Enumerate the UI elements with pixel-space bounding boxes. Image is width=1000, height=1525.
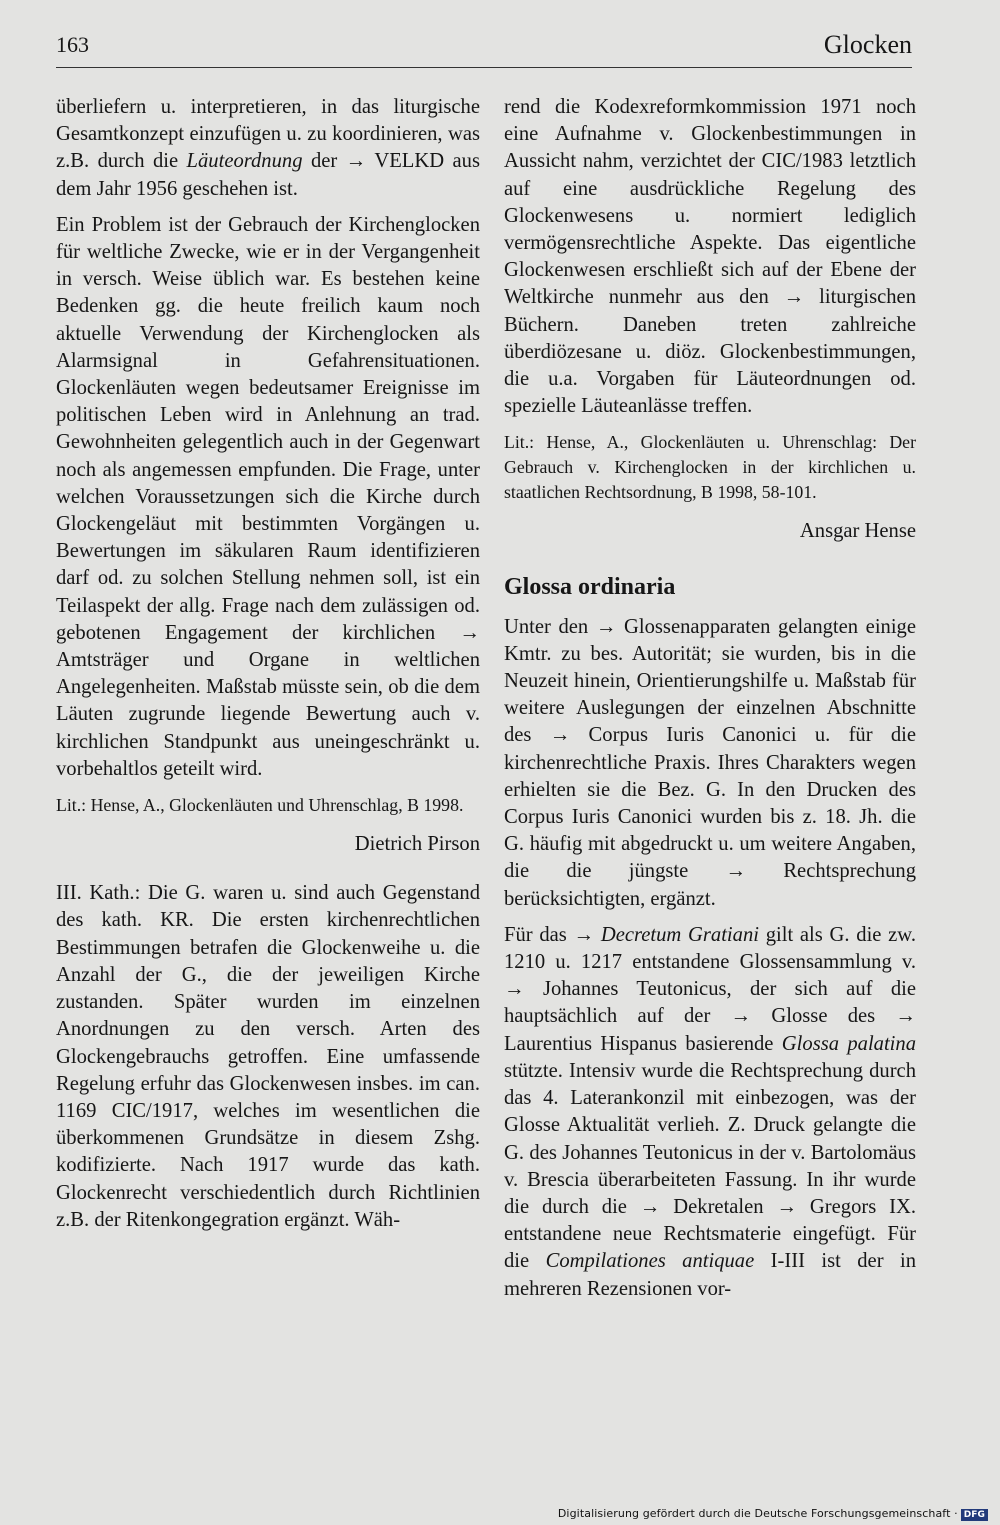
paragraph: überliefern u. interpretieren, in das liturgische Gesamtkonzept einzufügen u. zu koordinieren, was z.B. durch die Läuteordnung der → VELKD aus dem Jahr 1956 geschehen ist. — [56, 96, 480, 200]
paragraph: rend die Kodexreformkommission 1971 noch eine Aufnahme v. Glockenbestimmungen in Aussicht nahm, verzichtet der CIC/1983 letztlich auf eine ausdrückliche Regelung des Glockenwesens u. normiert lediglich vermögensrechtliche Aspekte. Das eigentliche Glockenwesen erschließt sich auf der Ebene der Weltkirche nunmehr aus den → liturgischen Büchern. Daneben treten zahlreiche überdiözesane u. diöz. Glockenbestimmungen, die u.a. Vorgaben für Läuteordnungen od. spezielle Läuteanlässe treffen. — [504, 96, 916, 418]
footer-text: Digitalisierung gefördert durch die Deutsche Forschungsgemeinschaft · — [557, 1507, 958, 1520]
header-rule — [56, 67, 912, 68]
paragraph: III. Kath.: Die G. waren u. sind auch Gegenstand des kath. KR. Die ersten kirchenrechtlichen Bestimmungen betrafen die Glockenweihe u. die Anzahl der G., die der jeweiligen Kirche zustanden. Später wurden im einzelnen Anordnungen zu den versch. Arten des Glockengebrauchs getroffen. Eine umfassende Regelung erfuhr das Glockenwesen insbes. im can. 1169 CIC/1917, welches im wesentlichen die überkommenen Grundsätze in diesem Zshg. kodifizierte. Nach 1917 wurde das kath. Glockenrecht verschiedentlich durch Richtlinien z.B. der Ritenkongegration ergänzt. Wäh- — [56, 882, 480, 1231]
running-head — [56, 30, 912, 70]
dfg-logo-icon: DFG — [961, 1509, 988, 1521]
digitization-footer — [558, 1507, 988, 1521]
left-column — [56, 94, 480, 1234]
paragraph: Für das → Decretum Gratiani gilt als G. die zw. 1210 u. 1217 entstandene Glossensammlung v. → Johannes Teutonicus, der sich auf die hauptsächlich auf der → Glosse des → Laurentius Hispanus basierende Glossa palatina stützte. Intensiv wurde die Rechtsprechung durch das 4. Laterankonzil mit einbezogen, was der Glosse Aktualität verlieh. Z. Druck gelangte die G. des Johannes Teutonicus in der v. Bartolomäus v. Brescia überarbeiteten Fassung. In ihr wurde die durch die → Dekretalen → Gregors IX. entstandene neue Rechtsmaterie eingefügt. Für die Compilationes antiquae I-III ist der in mehreren Rezensionen vor- — [504, 923, 917, 1300]
author-signature: Ansgar Hense — [799, 520, 916, 543]
paragraph: Unter den → Glossenapparaten gelangten einige Kmtr. zu bes. Autorität; sie wurden, bis in die Neuzeit hinein, Orientierungshilfe u. Maßstab für weitere Auslegungen der einzelnen Abschnitte des → Corpus Iuris Canonici u. für die kirchenrechtliche Praxis. Ihres Charakters wegen erhielten sie die Bez. G. In den Drucken des Corpus Iuris Canonici wurden bis z. 18. Jh. die G. häufig mit abgedruckt u. um weitere Angaben, die die jüngste → Rechtsprechung berücksichtigten, ergänzt. — [504, 615, 916, 910]
head-word: Glocken — [823, 30, 912, 59]
page-number: 163 — [56, 32, 89, 57]
entry-title: Glossa ordinaria — [504, 573, 676, 600]
right-column — [504, 94, 916, 1303]
author-signature: Dietrich Pirson — [354, 833, 480, 856]
paragraph: Ein Problem ist der Gebrauch der Kirchenglocken für weltliche Zwecke, wie er in der Vergangenheit in versch. Weise üblich war. Es bestehen keine Bedenken gg. die heute freilich kaum noch aktuelle Verwendung der Kirchenglocken als Alarmsignal in Gefahrensituationen. Glockenläuten wegen bedeutsamer Ereignisse im politischen Leben wird in Anlehnung an trad. Gewohnheiten gelegentlich auch in der Gegenwart noch als angemessen empfunden. Die Frage, unter welchen Voraussetzungen sich die Kirche durch Glockengeläut mit bestimmten Vorgängen u. Bewertungen im säkularen Raum identifizieren darf od. zu solchen Stellung nehmen soll, ist ein Teilaspekt der allg. Frage nach dem zulässigen od. gebotenen Engagement der kirchlichen → Amtsträger und Organe in weltlichen Angelegenheiten. Maßstab müsste sein, ob die dem Läuten zugrunde liegende Bewertung auch v. kirchlichen Standpunkt aus uneingeschränkt u. vorbehaltlos geteilt wird. — [56, 213, 480, 780]
literature-note: Lit.: Hense, A., Glockenläuten u. Uhrenschlag: Der Gebrauch v. Kirchenglocken in der kirchlichen u. staatlichen Rechtsordnung, B 1998, 58-101. — [504, 432, 916, 503]
literature-note: Lit.: Hense, A., Glockenläuten und Uhrenschlag, B 1998. — [56, 795, 464, 816]
